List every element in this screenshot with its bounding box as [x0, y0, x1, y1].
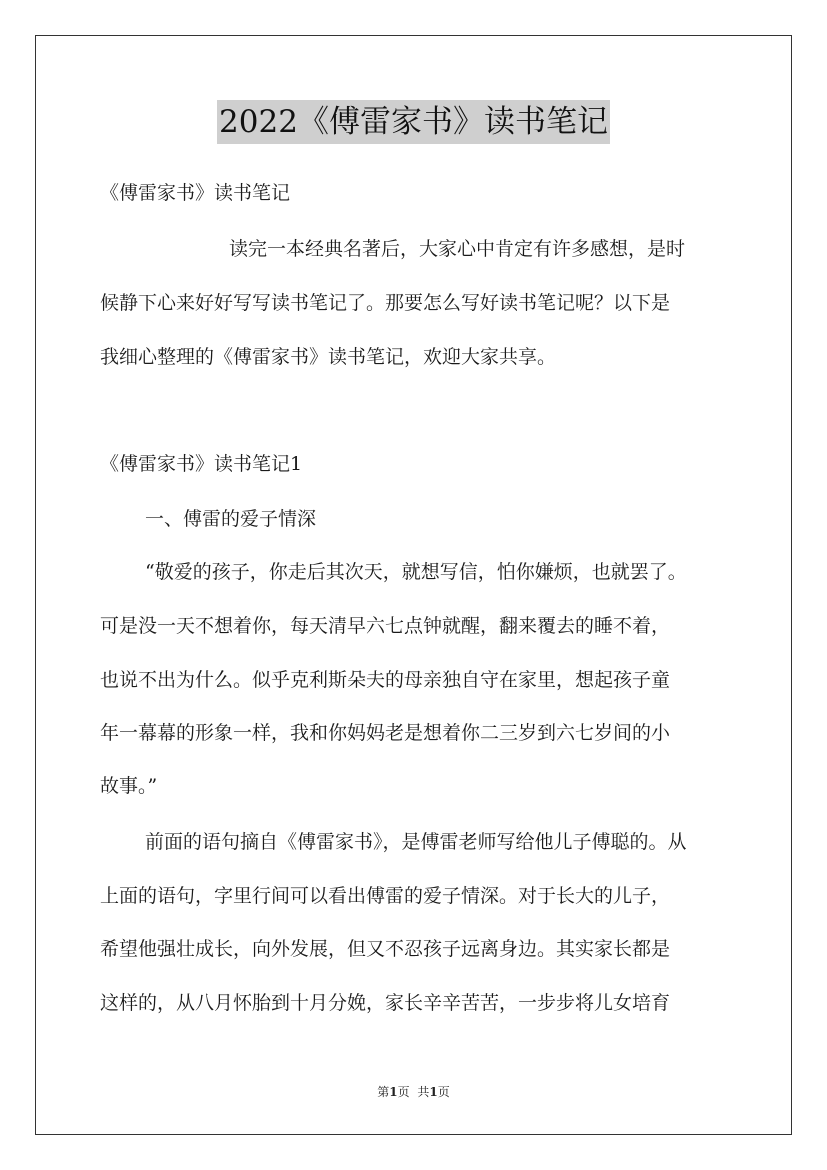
total-pages: 1	[429, 1085, 438, 1099]
total-prefix: 共	[417, 1085, 430, 1099]
quote-line: 年一幕幕的形象一样，我和你妈妈老是想着你二三岁到六七岁间的小	[100, 722, 671, 744]
document-title-container	[0, 100, 827, 144]
page-suffix: 页	[397, 1085, 410, 1099]
page-number: 1	[389, 1085, 398, 1099]
quote-line: 可是没一天不想着你，每天清早六七点钟就醒，翻来覆去的睡不着，	[100, 615, 671, 637]
quote-line: 故事。”	[100, 775, 158, 797]
paragraph-line: 这样的，从八月怀胎到十月分娩，家长辛辛苦苦，一步步将儿女培育	[100, 992, 671, 1014]
page-prefix: 第	[377, 1085, 390, 1099]
document-title: 2022《傅雷家书》读书笔记	[217, 100, 610, 144]
page-footer	[0, 1084, 827, 1100]
section-heading: 《傅雷家书》读书笔记1	[100, 453, 303, 475]
total-suffix: 页	[437, 1085, 450, 1099]
paragraph-line: 希望他强壮成长，向外发展，但又不忍孩子远离身边。其实家长都是	[100, 938, 671, 960]
quote-line: 也说不出为什么。似乎克利斯朵夫的母亲独自守在家里，想起孩子童	[100, 669, 671, 691]
subsection-heading: 一、傅雷的爱子情深	[145, 508, 317, 530]
paragraph-line: 读完一本经典名著后，大家心中肯定有许多感想，是时	[229, 238, 686, 260]
subtitle-line: 《傅雷家书》读书笔记	[100, 182, 291, 204]
quote-line: “敬爱的孩子，你走后其次天，就想写信，怕你嫌烦，也就罢了。	[145, 561, 687, 583]
paragraph-line: 我细心整理的《傅雷家书》读书笔记，欢迎大家共享。	[100, 346, 557, 368]
paragraph-line: 候静下心来好好写写读书笔记了。那要怎么写好读书笔记呢？以下是	[100, 292, 671, 314]
paragraph-line: 上面的语句，字里行间可以看出傅雷的爱子情深。对于长大的儿子，	[100, 885, 671, 907]
paragraph-line: 前面的语句摘自《傅雷家书》，是傅雷老师写给他儿子傅聪的。从	[145, 831, 687, 853]
